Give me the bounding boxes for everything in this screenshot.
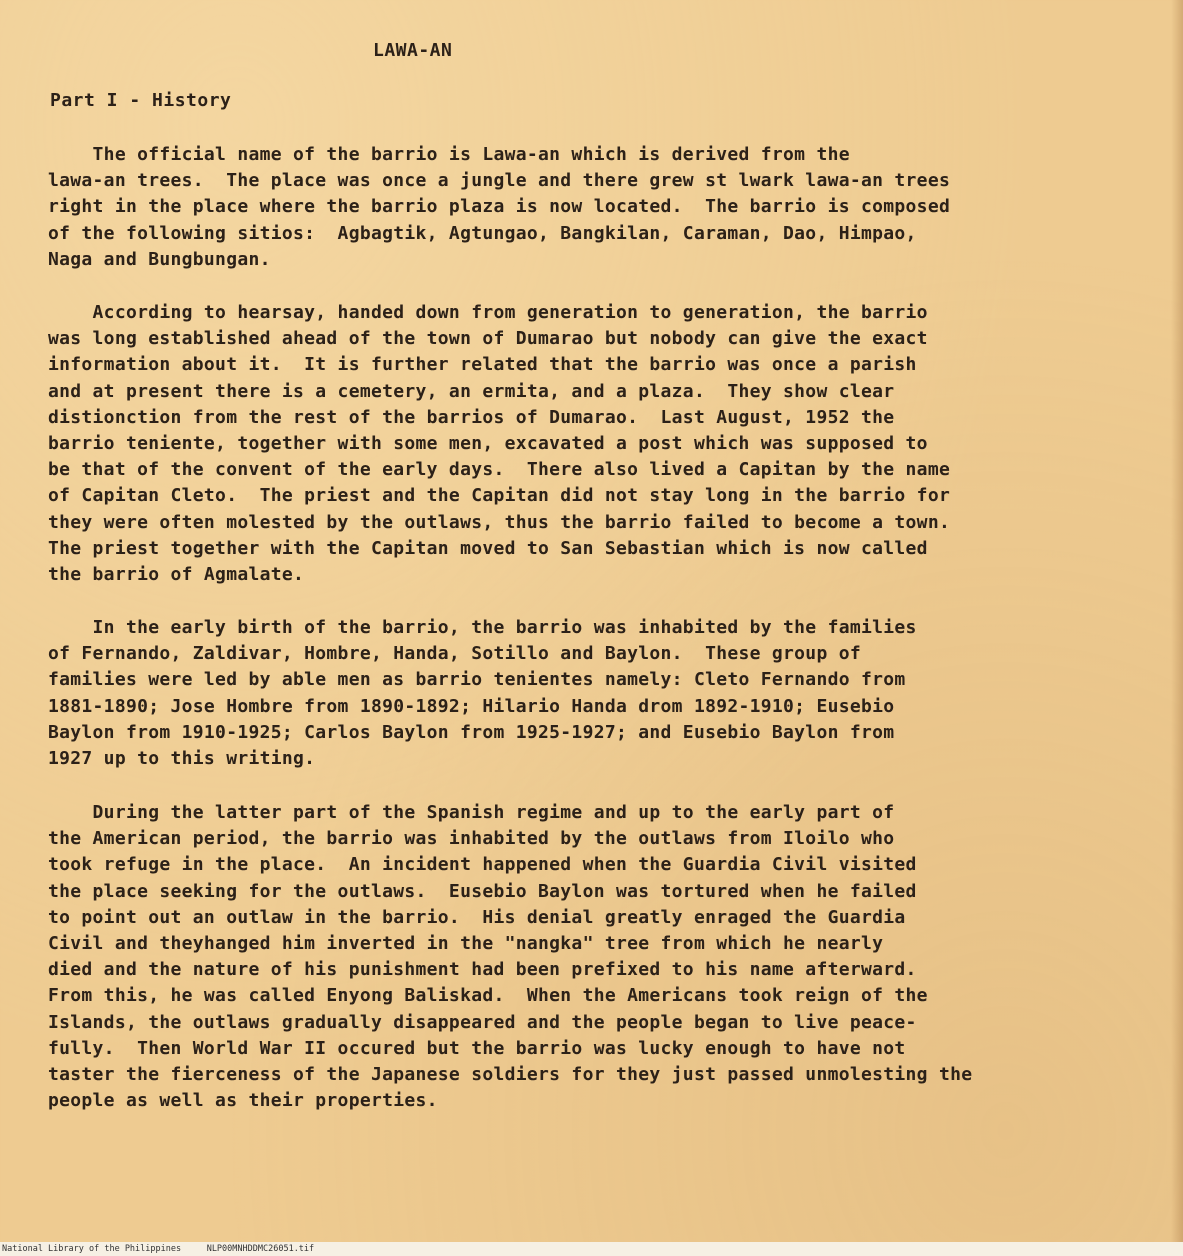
text-line: barrio teniente, together with some men, excavated a post which was supposed to	[48, 432, 928, 454]
text-line: According to hearsay, handed down from generation to generation, the barrio	[48, 302, 928, 323]
text-line: Civil and theyhanged him inverted in the "nangka" tree from which he nearly	[48, 932, 884, 954]
text-line: the American period, the barrio was inhabited by the outlaws from Iloilo who	[48, 828, 895, 850]
text-line: Baylon from 1910-1925; Carlos Baylon from 1925-1927; and Eusebio Baylon from	[48, 721, 895, 743]
paragraph-early-history	[48, 300, 1118, 588]
text-line: families were led by able men as barrio tenientes namely: Cleto Fernando from	[48, 669, 906, 691]
paragraph-founding-families	[48, 615, 1118, 772]
text-line: distionction from the rest of the barrios of Dumarao. Last August, 1952 the	[48, 406, 895, 428]
text-line: 1927 up to this writing.	[48, 747, 316, 769]
text-line: and at present there is a cemetery, an ermita, and a plaza. They show clear	[48, 380, 895, 402]
text-line: the barrio of Agmalate.	[48, 563, 305, 585]
page-edge-shadow	[1171, 0, 1183, 1242]
text-line: From this, he was called Enyong Baliskad. When the Americans took reign of the	[48, 985, 928, 1007]
text-line: was long established ahead of the town of Dumarao but nobody can give the exact	[48, 328, 928, 350]
text-line: During the latter part of the Spanish regime and up to the early part of	[48, 802, 895, 823]
text-line: of the following sitios: Agbagtik, Agtungao, Bangkilan, Caraman, Dao, Himpao,	[48, 222, 917, 244]
paragraph-outlaws-era	[48, 800, 1118, 1114]
text-line: Islands, the outlaws gradually disappeared and the people began to live peace-	[48, 1011, 917, 1033]
text-line: taster the fierceness of the Japanese soldiers for they just passed unmolesting the	[48, 1063, 973, 1085]
text-line: of Capitan Cleto. The priest and the Capitan did not stay long in the barrio for	[48, 485, 951, 507]
text-line: 1881-1890; Jose Hombre from 1890-1892; Hilario Handa drom 1892-1910; Eusebio	[48, 695, 895, 717]
text-line: lawa-an trees. The place was once a jungle and there grew st lwark lawa-an trees	[48, 170, 951, 192]
text-line: died and the nature of his punishment had been prefixed to his name afterward.	[48, 959, 917, 981]
text-line: people as well as their properties.	[48, 1090, 438, 1112]
text-line: right in the place where the barrio plaza is now located. The barrio is composed	[48, 196, 951, 218]
text-line: Naga and Bungbungan.	[48, 248, 271, 270]
text-line: they were often molested by the outlaws, thus the barrio failed to become a town.	[48, 511, 951, 533]
text-line: fully. Then World War II occured but the barrio was lucky enough to have not	[48, 1037, 906, 1059]
text-line: took refuge in the place. An incident happened when the Guardia Civil visited	[48, 854, 917, 876]
text-line: In the early birth of the barrio, the barrio was inhabited by the families	[48, 617, 917, 638]
text-line: of Fernando, Zaldivar, Hombre, Handa, Sotillo and Baylon. These group of	[48, 643, 861, 665]
scan-footer: National Library of the Philippines NLP00MNHDDMC26051.tif	[0, 1242, 1183, 1256]
text-line: The priest together with the Capitan moved to San Sebastian which is now called	[48, 537, 928, 559]
paragraph-name-origin	[48, 142, 1118, 273]
text-line: the place seeking for the outlaws. Eusebio Baylon was tortured when he failed	[48, 880, 917, 902]
document-title: LAWA-AN	[373, 40, 453, 61]
text-line: to point out an outlaw in the barrio. His denial greatly enraged the Guardia	[48, 906, 906, 928]
text-line: information about it. It is further related that the barrio was once a parish	[48, 354, 917, 376]
text-line: be that of the convent of the early days. There also lived a Capitan by the name	[48, 459, 951, 481]
section-heading: Part I - History	[50, 90, 232, 111]
text-line: The official name of the barrio is Lawa-an which is derived from the	[48, 144, 850, 165]
